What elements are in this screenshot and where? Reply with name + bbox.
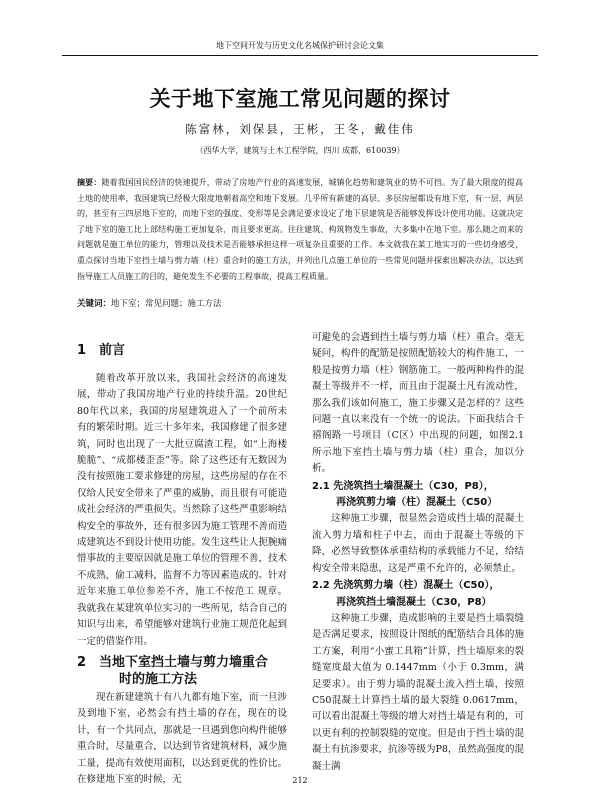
page-number: 212: [292, 776, 308, 785]
paper-authors: 陈富林，刘保县，王彬，王冬，戴佳伟: [185, 122, 415, 136]
section-2-number: 2: [77, 654, 87, 670]
paragraph-section-2: 现在新建建筑十有八九都有地下室，而一旦涉及到地下室，必然会有挡土墙的存在，现在的设计，有一个共同点，那就是一旦遇到您向构件能够重合时，尽量重合，以达到节省建筑材料，减少施工量，提高有效使用面积，以达到更优的性价比。在修建地下室的时候，无: [77, 691, 287, 785]
paragraph-2-1: 这种施工步骤，很显然会造成挡土墙的混凝土流入剪力墙和柱子中去，而由于混凝土等级的下降，必然导致整体承重结构的承载能力不足，给结构安全带来隐患，这是严重不允许的，必须禁止。: [312, 513, 524, 574]
paragraph-intro: 随着改革开放以来，我国社会经济的高速发展，带动了我国房地产行业的持续升温。20世纪80年代以来，我国的房屋建筑进入了一个前所未有的繁荣时期。近三十多年来，我国修建了很多建筑，同时也出现了一大批豆腐渣工程，如“上海楼脆脆”、“成都楼歪歪”等。除了这些还有无数因为没有按照施工要求修建的房屋，这些房屋的存在不仅给人民安全带来了严重的威胁，而且很有可能造成社会经济的严重损失。当然除了这些严重影响结构安全的事故外，还有很多因为施工管理不善而造成建筑达不到设计使用功能。发生这些让人扼腕痛惜事故的主要原因就是施工单位的管理不善，技术不成熟，偷工减料，监督不力等因素造成的。针对近年来施工单位参差不齐，施工不按范工 规章。我就我在某建筑单位实习的一些所见，结合自己的知识与出来，希望能够对建筑行业施工规范化起到一定的借鉴作用。: [77, 373, 287, 647]
paper-title: 关于地下室施工常见问题的探讨: [149, 87, 451, 111]
abstract-label: 摘要：: [77, 178, 102, 187]
section-1-number: 1: [77, 343, 87, 358]
subsection-2-1-line2: 再浇筑剪力墙（柱）混凝土（C50）: [336, 497, 498, 509]
left-column: [77, 330, 287, 788]
section-2-heading: [77, 654, 287, 688]
subsection-2-1-number: 2.1: [312, 480, 330, 492]
right-column: [312, 330, 524, 775]
section-2-title-line2: 时的施工方法: [119, 671, 198, 687]
paragraph-section-2-cont: 可避免的会遇到挡土墙与剪力墙（柱）重合。毫无疑问，构件的配筋是按照配筋较大的构件施工，一般是按剪力墙（柱）钢筋施工。一般两种构件的混凝土等级并不一样，而且由于混凝土凡有流动性，那么我们该如何施工，施工步骤又是怎样的？这些问题一直以来没有一个统一的说法。下面我结合千禧阁路一号项目（C区）中出现的问题，如图2.1所示地下室挡土墙与剪力墙（柱）重合，加以分析。: [312, 332, 524, 475]
header-rule: [62, 55, 538, 56]
section-1-heading: [77, 342, 287, 359]
running-header: 地下空间开发与历史文化名城保护研讨会论文集: [216, 41, 384, 50]
subsection-2-2-line1: 先浇筑剪力墙（柱）混凝土（C50），: [333, 580, 500, 592]
subsection-2-1-line1: 先浇筑挡土墙混凝土（C30，P8），: [333, 480, 494, 492]
paper-affiliation: （西华大学，建筑与土木工程学院，四川 成都，610039）: [195, 146, 405, 155]
subsection-2-2-line2: 再浇筑挡土墙混凝土（C30，P8）: [336, 596, 492, 608]
paragraph-2-2: 这种施工步骤，造成影响的主要是挡土墙裂缝是否满足要求，按照设计图纸的配筋结合具体的施工方案，利用“小蜜工具箱”计算，挡土墙原来的裂缝宽度最大值为 0.1447mm（小于 0.3mm，满足要求）。由于剪力墙的混凝土流入挡土墙，按照C50混凝土计算挡土墙的最大裂缝 0.0617mm，可以看出混凝土等级的增大对挡土墙是有利的，可以更有利的控制裂缝的宽度。但是由于挡土墙的混凝土有抗渗要求，抗渗等级为P8，虽然高强度的混凝土满: [312, 612, 524, 772]
section-2-title-line1: 当地下室挡土墙与剪力墙重合: [99, 654, 269, 670]
keywords: [77, 297, 523, 309]
subsection-2-2-heading: [312, 578, 524, 611]
keywords-label: 关键词：: [77, 299, 112, 309]
abstract: [77, 175, 523, 284]
abstract-text: 随着我国国民经济的快速提升，带动了房地产行业的高速发展，城镇化趋势和建筑业的势不可挡。为了最大限度的提高土地的使用率，我国建筑已经极大限度地朝着高空和地下发展。几乎所有新建的高层、多层房屋都设有地下室，有一层、两层的，甚至有三四层地下室的，而地下室的强度、变形等是会满足要求设定了地下层建筑是否能够发挥设计使用功能。这就决定了地下室的施工比上部结构施工更加复杂，而且要求更高。往往建筑、构筑物发生事故，大多集中在地下室。那么随之而来的问题就是施工单位的能力，管理以及技术是否能够承担这样一项复杂且重要的工作。本文就我在某工地实习的一些切身感受，重点探讨当地下室挡土墙与剪力墙（柱）重合时的施工方法，并列出几点施工单位的一些常见问题并探索出解决办法，以达到指导施工人员施工的目的，避免发生不必要的工程事故，提高工程质量。: [77, 178, 524, 281]
subsection-2-1-heading: [312, 479, 524, 512]
subsection-2-2-number: 2.2: [312, 580, 330, 592]
keywords-text: 地下室；常见问题；施工方法: [111, 299, 222, 309]
section-1-title: 前言: [99, 343, 126, 358]
